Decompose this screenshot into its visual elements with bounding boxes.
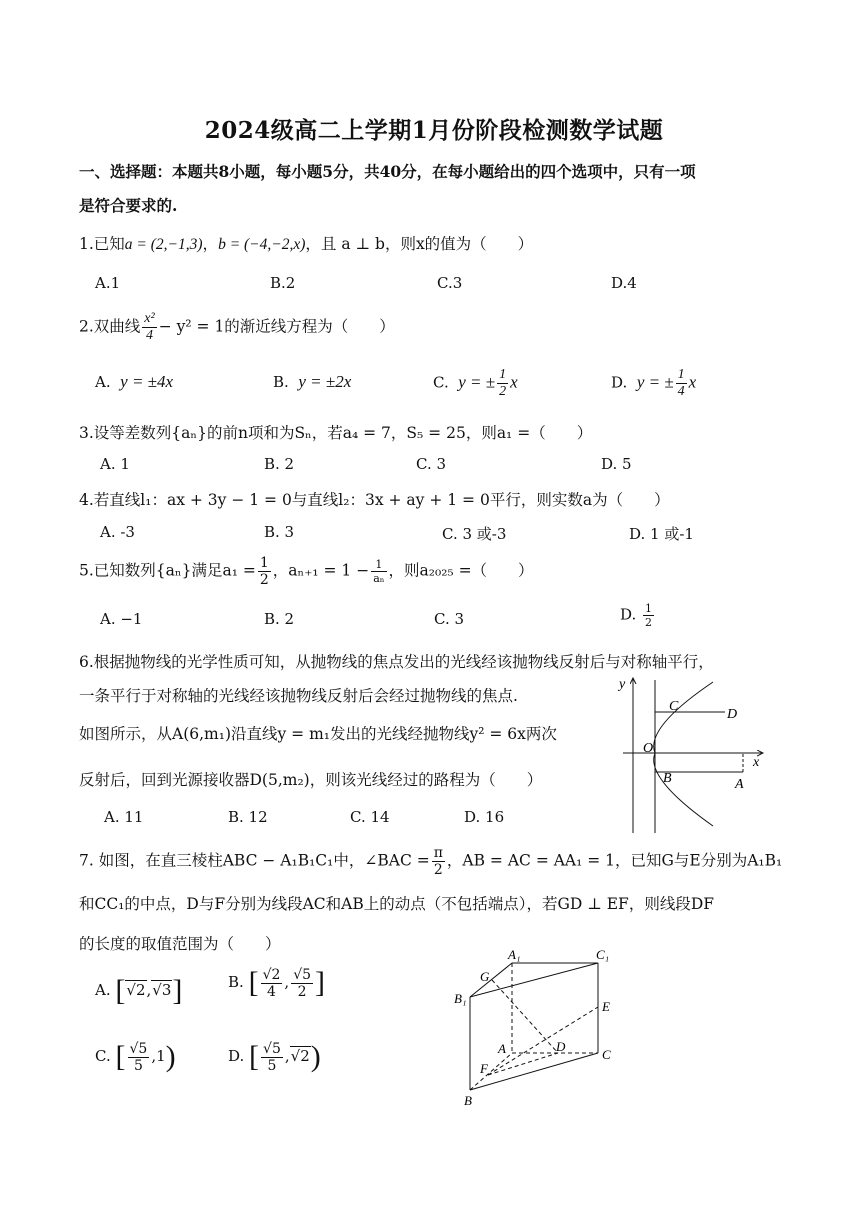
q7-option-a-label: A. [95, 981, 111, 999]
label-x: x [753, 755, 760, 770]
q2-option-d [611, 368, 696, 399]
q6-option-b: B. 12 [228, 808, 268, 826]
parabola-curve [654, 682, 713, 826]
q5-option-d-label: D. [620, 605, 637, 624]
q7-line-3: 的长度的取值范围为（ ） [79, 935, 281, 953]
q1-option-c: C.3 [437, 274, 463, 292]
q7-option-d-label: D. [228, 1047, 245, 1065]
q1-option-d: D.4 [611, 274, 637, 292]
q6-line-2: 一条平行于对称轴的光线经该抛物线反射后会经过抛物线的焦点. [79, 687, 518, 705]
q2-option-b-expr: y = ±2x [298, 372, 352, 391]
label-c1: C₁ [596, 947, 610, 962]
q7-pi-num: π [433, 845, 443, 861]
q2-option-d-post: x [688, 372, 697, 392]
q4-option-b: B. 3 [264, 523, 295, 541]
q5-frac-1-den: 2 [259, 572, 269, 588]
q5-frac-1 [258, 556, 271, 587]
q1-tail: ，则x的值为（ ） [384, 235, 534, 253]
q2-option-d-label: D. [611, 373, 628, 392]
question-5 [79, 556, 534, 587]
q1-option-a: A.1 [95, 274, 121, 292]
label-a1: A₁ [508, 947, 521, 962]
label-c: C [669, 699, 679, 714]
parabola-figure [615, 668, 775, 838]
q2-option-d-den: 4 [677, 384, 685, 399]
q2-option-d-expr: y = ± [636, 372, 674, 392]
q7-option-b-frac-1 [261, 968, 283, 999]
q2-prefix: 2.双曲线 [79, 317, 141, 336]
label-b: B [464, 1093, 472, 1108]
prism-figure [450, 945, 630, 1110]
q7-option-a-high: √3 [152, 981, 172, 999]
q7-pi-frac [432, 846, 445, 877]
q2-fraction [142, 312, 156, 343]
q2-frac-num: x² [144, 311, 155, 326]
q7-option-c-frac [128, 1042, 150, 1073]
q2-option-c-frac [497, 368, 508, 399]
q2-option-c-label: C. [433, 373, 449, 392]
q2-option-c-expr: y = ± [458, 372, 496, 392]
label-a: A [735, 777, 744, 792]
q1-option-b: B.2 [270, 274, 296, 292]
edge-bc [470, 1053, 598, 1090]
q1-sep: ， [202, 235, 219, 253]
label-y: y [619, 677, 626, 692]
q7-option-d-high: √2 [290, 1047, 310, 1065]
segment-fd [488, 1053, 558, 1075]
q7-line-1 [79, 846, 782, 877]
q7-option-c-high: 1 [156, 1047, 166, 1065]
q4-option-c: C. 3 或-3 [442, 525, 507, 543]
q2-option-c [433, 368, 518, 399]
q2-option-c-den: 2 [499, 384, 507, 399]
q7-line-1b: ，AB = AC = AA₁ = 1，已知G与E分别为A₁B₁ [446, 851, 783, 870]
q6-line-1: 6.根据抛物线的光学性质可知，从抛物线的焦点发出的光线经该抛物线反射后与对称轴平行， [79, 653, 714, 671]
q7-option-a-low: √2 [126, 981, 146, 999]
label-c: C [602, 1047, 611, 1062]
q1-vector-b: b = (−4,−2,x) [218, 236, 306, 253]
q7-line-2: 和CC₁的中点，D与F分别为线段AC和AB上的动点（不包括端点），若GD ⊥ EF，则线段DF [79, 895, 714, 913]
q7-option-c-n1: √5 [129, 1040, 148, 1057]
q7-option-d-n1: √5 [263, 1040, 281, 1057]
q2-option-c-post: x [510, 372, 518, 392]
page-title: 2024级高二上学期1月份阶段检测数学试题 [204, 117, 664, 144]
q5-frac-2 [371, 559, 386, 584]
q7-option-a: A. [√2,√3] [95, 974, 183, 1007]
label-a: A [498, 1041, 506, 1056]
q7-option-b-d2: 2 [297, 983, 307, 1000]
question-1 [79, 232, 533, 254]
q7-option-d: D. [ $\frac{√5}{5}$ ,√2) [228, 1040, 321, 1074]
q5-prefix: 5.已知数列{aₙ}满足a₁ = [79, 561, 256, 580]
q2-frac-den: 4 [146, 328, 153, 343]
q5-option-c: C. 3 [434, 610, 465, 628]
question-4: 4.若直线l₁：ax + 3y − 1 = 0与直线l₂：3x + ay + 1 = 0平行，则实数a为（ ） [79, 491, 670, 509]
q7-option-c-d1: 5 [133, 1057, 143, 1074]
label-d: D [727, 707, 738, 722]
q5-frac-1-num: 1 [259, 555, 269, 571]
q5-tail: ，则a₂₀₂₅ =（ ） [388, 561, 534, 580]
q7-option-b-n2: √5 [293, 966, 312, 983]
q5-option-d-den: 2 [645, 616, 653, 629]
q6-option-d: D. 16 [464, 808, 505, 826]
question-3: 3.设等差数列{aₙ}的前n项和为Sₙ，若a₄ = 7，S₅ = 25，则a₁ =（ ） [79, 424, 593, 442]
q6-line-4: 反射后，回到光源接收器D(5,m₂)，则该光线经过的路程为（ ） [79, 771, 543, 789]
q5-frac-2-num: 1 [371, 559, 386, 572]
q3-option-c: C. 3 [416, 455, 447, 473]
q7-option-b-label: B. [228, 973, 244, 991]
label-b: B [663, 771, 672, 786]
q7-option-d-d1: 5 [267, 1057, 277, 1074]
q5-frac-2-den: aₙ [373, 572, 385, 585]
q2-option-c-num: 1 [499, 367, 507, 382]
q1-vector-a: a = (2,−1,3) [124, 236, 203, 253]
question-2 [79, 312, 395, 343]
q2-option-a-expr: y = ±4x [120, 372, 174, 391]
q7-option-b-d1: 4 [267, 983, 276, 1000]
q1-prefix: 1.已知 [79, 235, 125, 253]
q2-option-a-label: A. [95, 373, 111, 391]
q5-option-d-num: 1 [645, 602, 653, 615]
q5-option-d-frac [643, 603, 654, 628]
label-o: O [643, 741, 654, 756]
q7-option-b-n1: √2 [262, 966, 281, 983]
q7-option-c-label: C. [95, 1047, 111, 1065]
q5-option-d [620, 603, 656, 628]
label-d: D [556, 1039, 566, 1054]
label-g: G [480, 969, 490, 984]
label-e: E [602, 999, 610, 1014]
q2-expr: − y² = 1的渐近线方程为（ ） [158, 317, 395, 336]
q7-pi-den: 2 [433, 862, 443, 878]
q5-option-a: A. −1 [100, 610, 143, 628]
q6-line-3: 如图所示，从A(6,m₁)沿直线y = m₁发出的光线经抛物线y² = 6x两次 [79, 725, 557, 743]
section-header-line1: 一、选择题：本题共8小题，每小题5分，共40分，在每小题给出的四个选项中，只有一项 [79, 162, 696, 181]
q3-option-b: B. 2 [264, 455, 295, 473]
q3-option-a: A. 1 [100, 455, 130, 473]
q1-condition: ，且 a ⊥ b [305, 235, 385, 253]
q4-option-d: D. 1 或-1 [629, 525, 694, 543]
q2-option-b [273, 372, 351, 392]
label-f: F [480, 1061, 488, 1076]
q2-option-b-label: B. [273, 373, 289, 391]
q7-option-d-frac [261, 1042, 283, 1073]
q7-line-1a: 7. 如图，在直三棱柱ABC − A₁B₁C₁中，∠BAC = [79, 851, 430, 870]
q7-option-c: C. [ $\frac{√5}{5}$ ,1) [95, 1040, 176, 1074]
q7-option-b-frac-2 [291, 968, 313, 999]
q3-option-d: D. 5 [601, 455, 632, 473]
label-b1: B₁ [454, 991, 467, 1006]
q2-option-a [95, 372, 173, 392]
q6-option-c: C. 14 [350, 808, 390, 826]
q2-option-d-num: 1 [677, 367, 685, 382]
q6-option-a: A. 11 [104, 808, 144, 826]
q5-mid: ，aₙ₊₁ = 1 − [272, 561, 370, 580]
q4-option-a: A. -3 [100, 523, 135, 541]
q7-option-b: B. [ $\frac{√2}{4}$ , $\frac{√5}{2}$ ] [228, 966, 326, 1000]
q2-option-d-frac [676, 368, 687, 399]
q5-option-b: B. 2 [264, 610, 295, 628]
section-header-line2: 是符合要求的. [79, 196, 178, 215]
